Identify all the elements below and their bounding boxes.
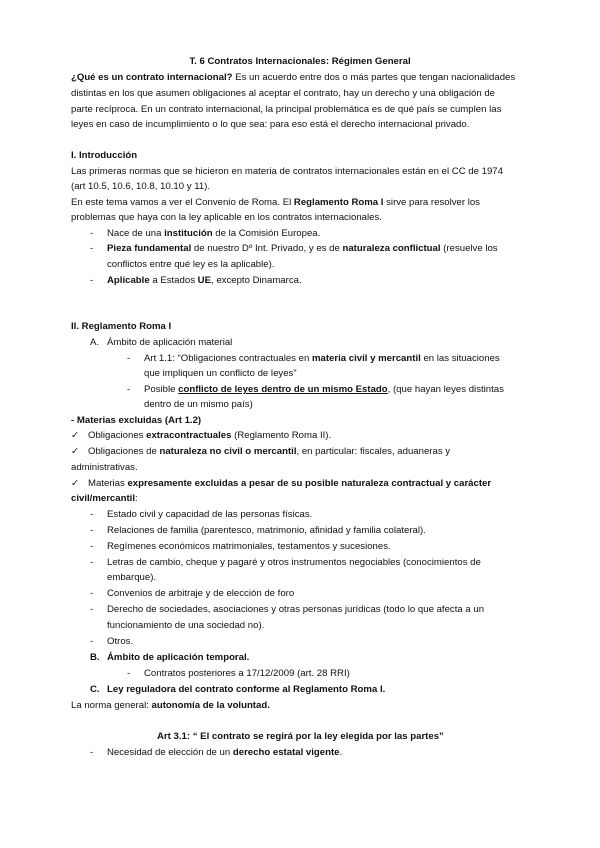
bullet-dash: - (90, 243, 94, 254)
check-icon: ✓ (71, 446, 80, 457)
bullet-dash: - (90, 636, 94, 647)
check-item-2-cont: administrativas. (71, 462, 138, 473)
excluded-item-6: Derecho de sociedades, asociaciones y otras personas jurídicas (todo lo que afecta a un (107, 604, 485, 615)
s1-paragraph-line-1: Las primeras normas que se hicieron en materia de contratos internacionales están en el CC de 1974 (71, 166, 503, 177)
excluded-item-1: Estado civil y capacidad de las personas físicas. (107, 509, 313, 520)
s1-bullet-2-cont: conflictos entre qué ley es la aplicable). (107, 259, 275, 270)
bullet-dash: - (90, 604, 94, 615)
excluded-item-4-cont: embarque). (107, 572, 157, 583)
list-letter-c: C. (90, 684, 100, 695)
bullet-dash: - (90, 747, 94, 758)
bullet-dash: - (127, 384, 131, 395)
excluded-item-5: Convenios de arbitraje y de elección de foro (107, 588, 295, 599)
bullet-dash: - (90, 228, 94, 239)
bullet-dash: - (127, 668, 131, 679)
excluded-item-2: Relaciones de familia (parentesco, matrimonio, afinidad y familia colateral). (107, 525, 426, 536)
excluded-item-6-cont: funcionamiento de una sociedad no). (107, 620, 265, 631)
check-item-1: Obligaciones extracontractuales (Reglamento Roma II). (88, 430, 332, 441)
s1-paragraph-line-2: (art 10.5, 10.6, 10.8, 10.10 y 11). (71, 181, 211, 192)
section-1-heading: I. Introducción (71, 150, 138, 161)
check-icon: ✓ (71, 430, 80, 441)
subsection-b-title: Ámbito de aplicación temporal. (107, 652, 250, 663)
excluded-item-3: Regímenes económicos matrimoniales, testamentos y sucesiones. (107, 541, 391, 552)
intro-line-3: parte recíproca. En un contrato internacional, la principal problemática es de qué país se cumplen las (71, 104, 502, 115)
excluded-materials-heading: - Materias excluidas (Art 1.2) (71, 415, 202, 426)
subsection-a-title: Ámbito de aplicación material (107, 337, 233, 348)
bullet-dash: - (90, 275, 94, 286)
s1-bullet-2: Pieza fundamental de nuestro Dº Int. Privado, y es de naturaleza conflictual (resuelve los (107, 243, 498, 254)
section-2-heading: II. Reglamento Roma I (71, 321, 172, 332)
bullet-dash: - (127, 353, 131, 364)
bullet-dash: - (90, 541, 94, 552)
check-item-3-cont: civil/mercantil: (71, 493, 138, 504)
bullet-dash: - (90, 557, 94, 568)
document-title: T. 6 Contratos Internacionales: Régimen General (189, 56, 411, 67)
excluded-item-7: Otros. (107, 636, 134, 647)
a-item-1-cont: que impliquen un conflicto de leyes” (144, 368, 297, 379)
b-item-1: Contratos posteriores a 17/12/2009 (art. 28 RRI) (144, 668, 350, 679)
a-item-2: Posible conflicto de leyes dentro de un mismo Estado, (que hayan leyes distintas (144, 384, 504, 395)
subsection-c-title: Ley reguladora del contrato conforme al Reglamento Roma I. (107, 684, 386, 695)
a-item-1: Art 1.1: “Obligaciones contractuales en materia civil y mercantil en las situaciones (144, 353, 500, 364)
general-rule-line: La norma general: autonomía de la voluntad. (71, 700, 270, 711)
list-letter-b: B. (90, 652, 100, 663)
bullet-dash: - (90, 525, 94, 536)
intro-line-1: ¿Qué es un contrato internacional? Es un acuerdo entre dos o más partes que tengan nacionalidades (71, 72, 516, 83)
excluded-item-4: Letras de cambio, cheque y pagaré y otros instrumentos negociables (conocimientos de (107, 557, 481, 568)
s1-bullet-1: Nace de una institución de la Comisión Europea. (107, 228, 321, 239)
check-item-2: Obligaciones de naturaleza no civil o mercantil, en particular: fiscales, aduaneras y (88, 446, 451, 457)
s1-bullet-3: Aplicable a Estados UE, excepto Dinamarca. (107, 275, 302, 286)
check-item-3: Materias expresamente excluidas a pesar de su posible naturaleza contractual y carácter (88, 478, 492, 489)
s1-paragraph-line-3: En este tema vamos a ver el Convenio de Roma. El Reglamento Roma I sirve para resolver los (71, 197, 480, 208)
a-item-2-cont: dentro de un mismo país) (144, 399, 253, 410)
bullet-dash: - (90, 509, 94, 520)
art-3-1-heading: Art 3.1: “ El contrato se regirá por la ley elegida por las partes” (157, 731, 444, 742)
bullet-dash: - (90, 588, 94, 599)
check-icon: ✓ (71, 478, 80, 489)
art-3-1-item-1: Necesidad de elección de un derecho estatal vigente. (107, 747, 343, 758)
intro-line-4: leyes en caso de incumplimiento o lo que sea: para eso está el derecho internacional privado. (71, 119, 470, 130)
intro-line-2: distintas en los que asumen obligaciones al aceptar el contrato, hay un derecho y una obligación de (71, 88, 496, 99)
s1-paragraph-line-4: problemas que haya con la ley aplicable en los contratos internacionales. (71, 212, 382, 223)
list-letter-a: A. (90, 337, 100, 348)
